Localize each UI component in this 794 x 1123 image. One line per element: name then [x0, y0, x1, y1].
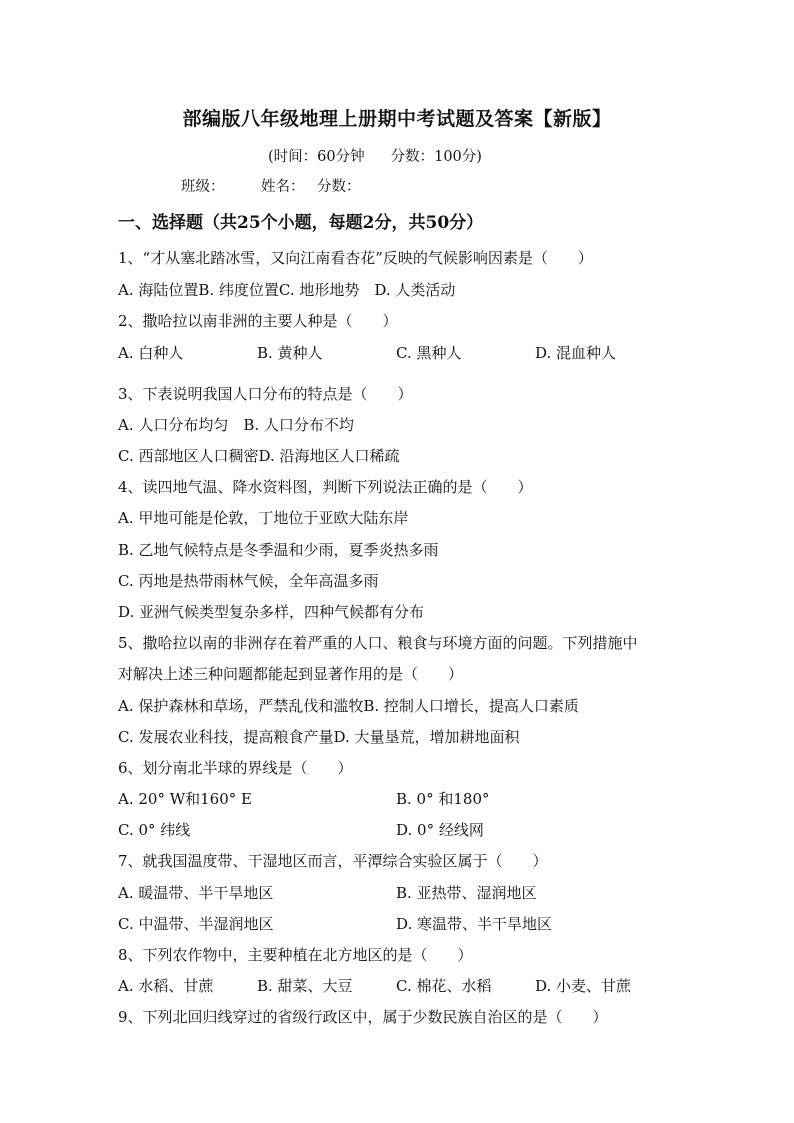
class-label: 班级：	[181, 179, 225, 195]
question-4-option-c: C. 丙地是热带雨林气候，全年高温多雨	[118, 572, 379, 590]
question-3-options-1: A. 人口分布均匀 B. 人口分布不均	[118, 416, 354, 434]
question-7-stem: 7、就我国温度带、干湿地区而言，平潭综合实验区属于（ ）	[118, 852, 548, 870]
question-8-option-a: A. 水稻、甘蔗	[118, 977, 214, 995]
question-7-option-b: B. 亚热带、湿润地区	[396, 884, 537, 902]
question-9-stem: 9、下列北回归线穿过的省级行政区中，属于少数民族自治区的是（ ）	[118, 1008, 608, 1026]
question-5-stem-1: 5、撒哈拉以南的非洲存在着严重的人口、粮食与环境方面的问题。下列措施中	[118, 634, 638, 652]
question-1-options: A. 海陆位置B. 纬度位置C. 地形地势 D. 人类活动	[118, 281, 456, 299]
section-heading: 一、选择题（共25个小题，每题2分，共50分）	[118, 213, 484, 233]
question-6-option-c: C. 0° 纬线	[118, 821, 191, 839]
question-6-option-d: D. 0° 经线网	[396, 821, 484, 839]
question-5-options-1: A. 保护森林和草场，严禁乱伐和滥牧B. 控制人口增长，提高人口素质	[118, 697, 579, 715]
question-3-stem: 3、下表说明我国人口分布的特点是（ ）	[118, 385, 413, 403]
question-8-option-c: C. 棉花、水稻	[396, 977, 492, 995]
question-8-option-d: D. 小麦、甘蔗	[535, 977, 632, 995]
question-2-option-d: D. 混血种人	[535, 344, 617, 362]
question-4-stem: 4、读四地气温、降水资料图，判断下列说法正确的是（ ）	[118, 478, 533, 496]
question-7-option-d: D. 寒温带、半干旱地区	[396, 915, 553, 933]
name-label: 姓名：	[261, 179, 305, 195]
question-7-option-a: A. 暖温带、半干旱地区	[118, 884, 274, 902]
question-2-stem: 2、撒哈拉以南非洲的主要人种是（ ）	[118, 312, 398, 330]
question-6-option-b: B. 0° 和180°	[396, 790, 490, 808]
question-2-option-b: B. 黄种人	[257, 344, 323, 362]
question-1-stem: 1、“才从塞北踏冰雪，又向江南看杏花”反映的气候影响因素是（ ）	[118, 249, 593, 267]
question-4-option-b: B. 乙地气候特点是冬季温和少雨，夏季炎热多雨	[118, 541, 439, 559]
page-title: 部编版八年级地理上册期中考试题及答案【新版】	[182, 108, 612, 130]
question-2-option-c: C. 黑种人	[396, 344, 462, 362]
question-5-options-2: C. 发展农业科技，提高粮食产量D. 大量垦荒，增加耕地面积	[118, 728, 520, 746]
question-2-option-a: A. 白种人	[118, 344, 184, 362]
score-label: 分数：	[317, 179, 361, 195]
question-8-option-b: B. 甜菜、大豆	[257, 977, 353, 995]
question-8-stem: 8、下列农作物中，主要种植在北方地区的是（ ）	[118, 946, 473, 964]
question-5-stem-2: 对解决上述三种问题都能起到显著作用的是（ ）	[118, 665, 464, 683]
time-info: (时间：60分钟	[268, 149, 365, 165]
question-4-option-d: D. 亚洲气候类型复杂多样，四种气候都有分布	[118, 603, 425, 621]
question-4-option-a: A. 甲地可能是伦敦，丁地位于亚欧大陆东岸	[118, 509, 409, 527]
question-6-stem: 6、划分南北半球的界线是（ ）	[118, 759, 353, 777]
question-3-options-2: C. 西部地区人口稠密D. 沿海地区人口稀疏	[118, 447, 400, 465]
score-info: 分数：100分)	[390, 149, 482, 165]
question-7-option-c: C. 中温带、半湿润地区	[118, 915, 274, 933]
exam-meta	[268, 145, 482, 166]
question-6-option-a: A. 20° W和160° E	[118, 790, 252, 808]
student-info	[181, 175, 361, 196]
